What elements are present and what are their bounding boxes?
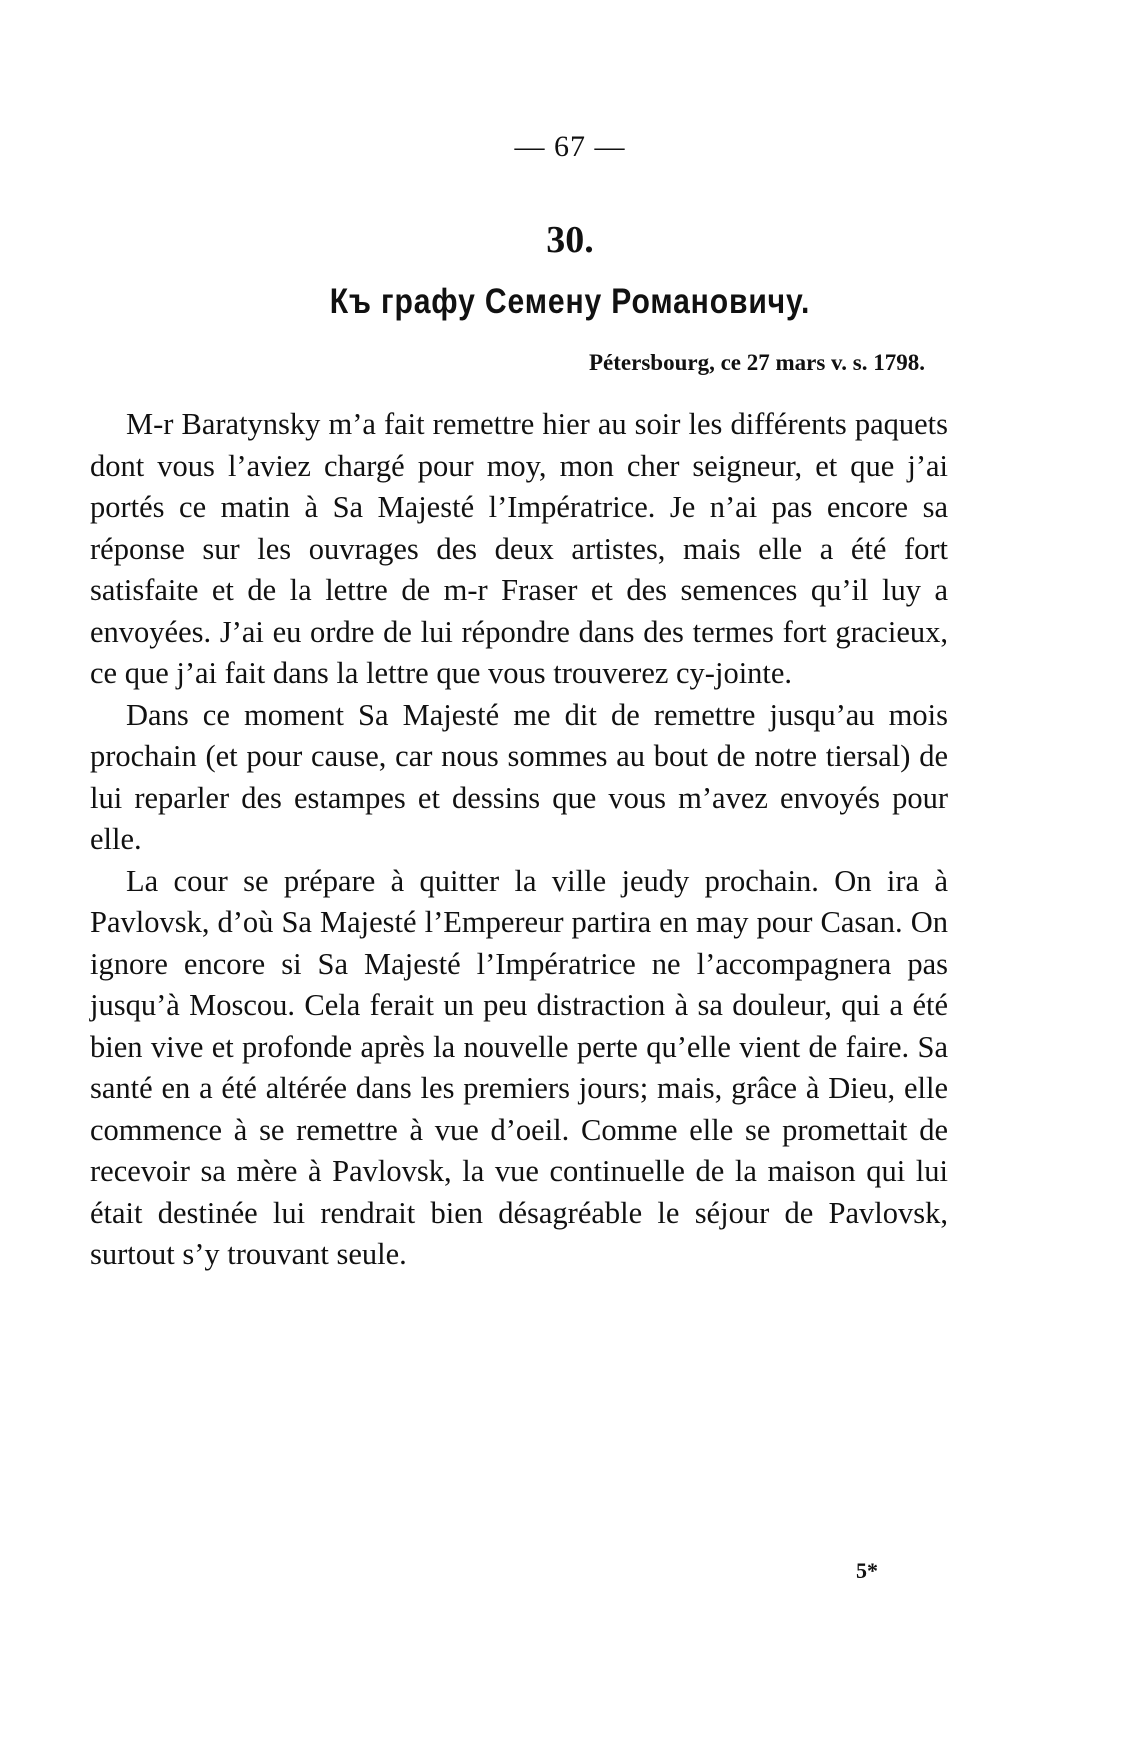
letter-number: 30. [546, 219, 594, 261]
letter-dateline: Pétersbourg, ce 27 mars v. s. 1798. [589, 350, 925, 375]
letter-paragraph-3: La cour se prépare à quitter la ville jeudy prochain. On ira à Pavlovsk, d’où Sa Majesté l’Empereur partira en may pour Casan. On ignore encore si Sa Majesté l’Impératrice ne l’accompagnera pas jusqu’à Moscou. Cela ferait un peu distraction à sa douleur, qui a été bien vive et profonde après la nouvelle perte qu’elle vient de faire. Sa santé en a été altérée dans les premiers jours; mais, grâce à Dieu, elle commence à se remettre à vue d’oeil. Comme elle se promettait de recevoir sa mère à Pavlovsk, la vue continuelle de la maison qui lui était destinée lui rendrait bien désagréable le séjour de Pavlovsk, surtout s’y trouvant seule. [90, 863, 948, 1271]
page-number: — 67 — [514, 130, 626, 163]
printer-signature-mark: 5* [856, 1558, 878, 1583]
letter-paragraph-2: Dans ce moment Sa Majesté me dit de remettre jusqu’au mois prochain (et pour cause, car nous sommes au bout de notre tiersal) de lui reparler des estampes et dessins que vous m’avez envoyés pour elle. [90, 697, 948, 856]
letter-paragraph-1: M-r Baratynsky m’a fait remettre hier au soir les différents paquets dont vous l’aviez chargé pour moy, mon cher seigneur, et que j’ai portés ce matin à Sa Majesté l’Impératrice. Je n’ai pas encore sa réponse sur les ouvrages des deux artistes, mais elle a été fort satisfaite et de la lettre de m-r Fraser et des semences qu’il luy a envoyées. J’ai eu ordre de lui répondre dans des termes fort gracieux, ce que j’ai fait dans la lettre que vous trouverez cy-jointe. [90, 407, 948, 690]
letter-body [90, 404, 948, 1276]
letter-addressee: Къ графу Семену Романовичу. [329, 282, 811, 321]
